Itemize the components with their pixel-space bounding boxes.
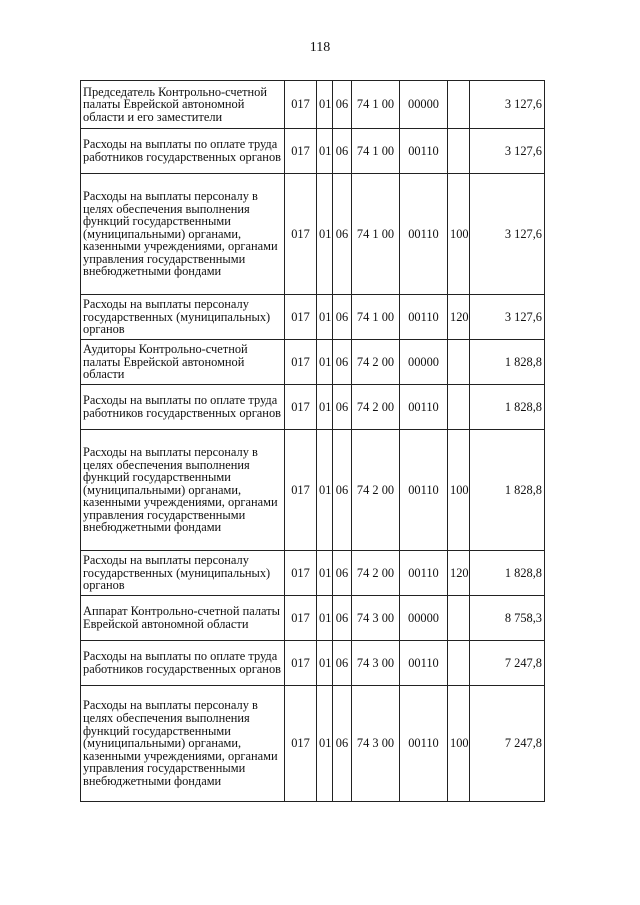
row-name-cell: Расходы на выплаты персоналу государственных (муниципальных) органов [81,551,285,596]
item-code-cell: 00110 [400,551,448,596]
table-row [81,385,545,430]
program-code-cell: 74 1 00 [352,295,400,340]
section-code-cell: 01 [317,430,333,551]
section-code-cell: 01 [317,385,333,430]
table-row [81,596,545,641]
expense-type-cell [448,596,470,641]
subsection-code-cell: 06 [333,385,352,430]
ministry-code-cell: 017 [285,430,317,551]
item-code-cell: 00000 [400,81,448,129]
program-code-cell: 74 3 00 [352,686,400,802]
amount-cell: 7 247,8 [470,641,545,686]
budget-table-body [81,81,545,802]
section-code-cell: 01 [317,174,333,295]
program-code-cell: 74 1 00 [352,129,400,174]
item-code-cell: 00110 [400,385,448,430]
section-code-cell: 01 [317,641,333,686]
amount-cell: 1 828,8 [470,340,545,385]
subsection-code-cell: 06 [333,551,352,596]
row-name-cell: Расходы на выплаты по оплате труда работников государственных органов [81,641,285,686]
amount-cell: 3 127,6 [470,295,545,340]
ministry-code-cell: 017 [285,129,317,174]
amount-cell: 1 828,8 [470,430,545,551]
table-row [81,295,545,340]
row-name-cell: Аудиторы Контрольно-счетной палаты Еврейской автономной области [81,340,285,385]
expense-type-cell: 100 [448,430,470,551]
section-code-cell: 01 [317,686,333,802]
ministry-code-cell: 017 [285,686,317,802]
program-code-cell: 74 2 00 [352,385,400,430]
row-name-cell: Председатель Контрольно-счетной палаты Еврейской автономной области и его заместители [81,81,285,129]
expense-type-cell [448,81,470,129]
budget-table [80,80,545,802]
expense-type-cell [448,385,470,430]
program-code-cell: 74 3 00 [352,596,400,641]
ministry-code-cell: 017 [285,551,317,596]
item-code-cell: 00110 [400,129,448,174]
table-row [81,430,545,551]
subsection-code-cell: 06 [333,596,352,641]
table-row [81,129,545,174]
row-name-cell: Расходы на выплаты персоналу государственных (муниципальных) органов [81,295,285,340]
ministry-code-cell: 017 [285,641,317,686]
subsection-code-cell: 06 [333,295,352,340]
ministry-code-cell: 017 [285,340,317,385]
expense-type-cell: 100 [448,174,470,295]
subsection-code-cell: 06 [333,641,352,686]
section-code-cell: 01 [317,81,333,129]
ministry-code-cell: 017 [285,596,317,641]
amount-cell: 1 828,8 [470,551,545,596]
expense-type-cell: 120 [448,295,470,340]
ministry-code-cell: 017 [285,385,317,430]
program-code-cell: 74 3 00 [352,641,400,686]
amount-cell: 7 247,8 [470,686,545,802]
section-code-cell: 01 [317,551,333,596]
subsection-code-cell: 06 [333,129,352,174]
amount-cell: 1 828,8 [470,385,545,430]
item-code-cell: 00000 [400,340,448,385]
row-name-cell: Аппарат Контрольно-счетной палаты Еврейской автономной области [81,596,285,641]
item-code-cell: 00110 [400,295,448,340]
expense-type-cell: 120 [448,551,470,596]
row-name-cell: Расходы на выплаты персоналу в целях обеспечения выполнения функций государственными (муниципальными) органами, казенными учреждениями, органами управления государственными внебюджетными фондами [81,174,285,295]
ministry-code-cell: 017 [285,174,317,295]
section-code-cell: 01 [317,295,333,340]
row-name-cell: Расходы на выплаты по оплате труда работников государственных органов [81,129,285,174]
table-row [81,551,545,596]
page-number: 118 [309,40,331,55]
item-code-cell: 00110 [400,174,448,295]
amount-cell: 3 127,6 [470,174,545,295]
expense-type-cell [448,641,470,686]
table-row [81,686,545,802]
expense-type-cell [448,129,470,174]
expense-type-cell: 100 [448,686,470,802]
program-code-cell: 74 2 00 [352,430,400,551]
row-name-cell: Расходы на выплаты персоналу в целях обеспечения выполнения функций государственными (муниципальными) органами, казенными учреждениями, органами управления государственными внебюджетными фондами [81,686,285,802]
item-code-cell: 00110 [400,641,448,686]
subsection-code-cell: 06 [333,81,352,129]
section-code-cell: 01 [317,596,333,641]
ministry-code-cell: 017 [285,295,317,340]
subsection-code-cell: 06 [333,430,352,551]
table-row [81,81,545,129]
table-row [81,641,545,686]
program-code-cell: 74 2 00 [352,340,400,385]
item-code-cell: 00000 [400,596,448,641]
row-name-cell: Расходы на выплаты по оплате труда работников государственных органов [81,385,285,430]
item-code-cell: 00110 [400,430,448,551]
amount-cell: 3 127,6 [470,129,545,174]
amount-cell: 3 127,6 [470,81,545,129]
ministry-code-cell: 017 [285,81,317,129]
table-row [81,340,545,385]
section-code-cell: 01 [317,340,333,385]
subsection-code-cell: 06 [333,174,352,295]
expense-type-cell [448,340,470,385]
item-code-cell: 00110 [400,686,448,802]
amount-cell: 8 758,3 [470,596,545,641]
row-name-cell: Расходы на выплаты персоналу в целях обеспечения выполнения функций государственными (муниципальными) органами, казенными учреждениями, органами управления государственными внебюджетными фондами [81,430,285,551]
subsection-code-cell: 06 [333,340,352,385]
section-code-cell: 01 [317,129,333,174]
program-code-cell: 74 1 00 [352,174,400,295]
subsection-code-cell: 06 [333,686,352,802]
table-row [81,174,545,295]
program-code-cell: 74 1 00 [352,81,400,129]
program-code-cell: 74 2 00 [352,551,400,596]
